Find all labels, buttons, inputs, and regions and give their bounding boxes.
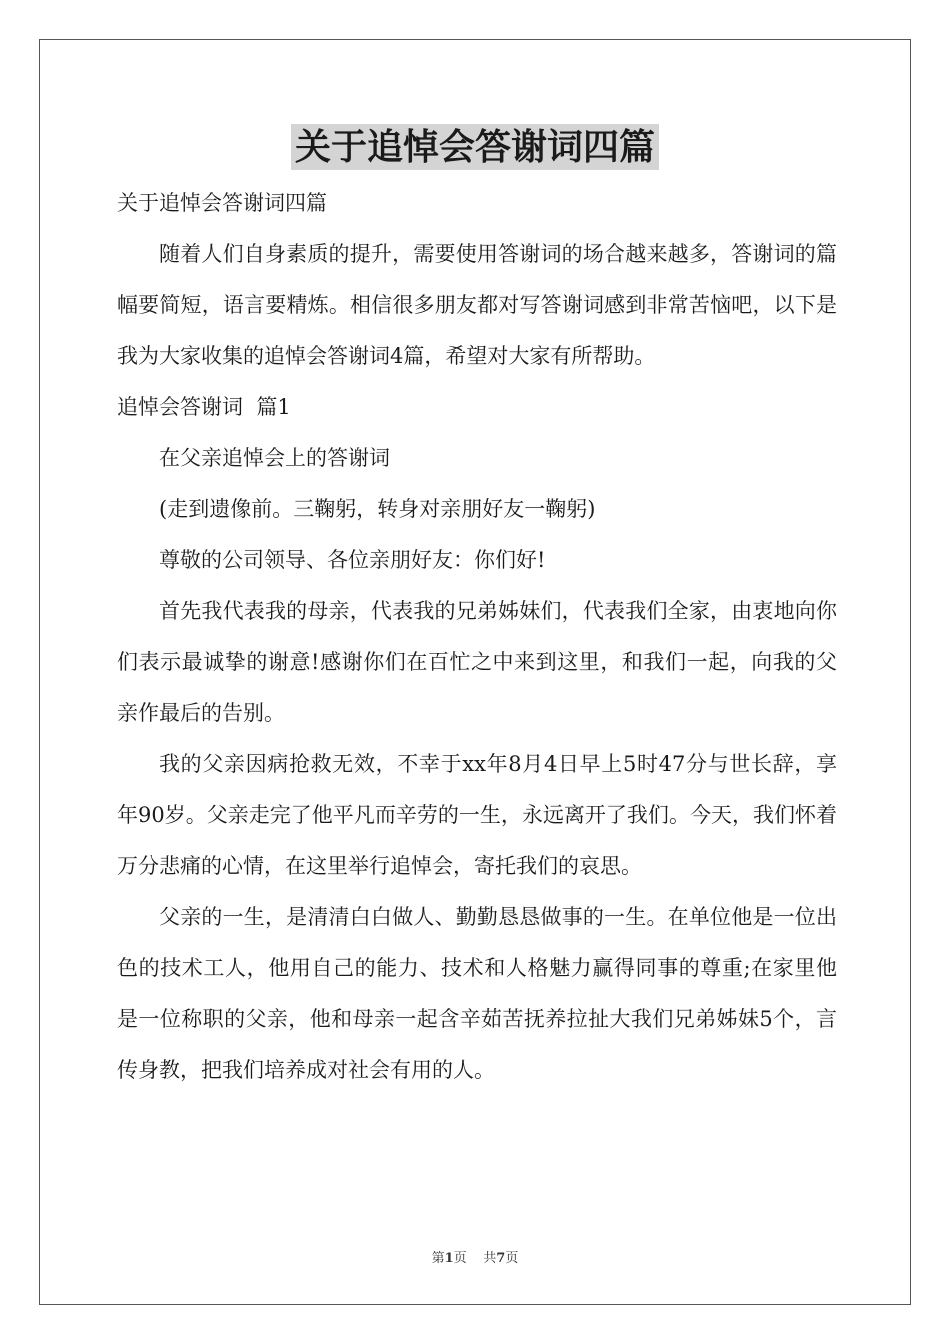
total-suffix: 页 bbox=[505, 1251, 519, 1266]
document-title: 关于追悼会答谢词四篇 bbox=[291, 124, 659, 170]
intro-paragraph: 随着人们自身素质的提升，需要使用答谢词的场合越来越多，答谢词的篇幅要简短，语言要精炼。相信很多朋友都对写答谢词感到非常苦恼吧，以下是我为大家收集的追悼会答谢词4篇，希望对大家有所帮助。 bbox=[117, 242, 837, 368]
total-prefix: 共 bbox=[483, 1251, 497, 1266]
document-subtitle: 关于追悼会答谢词四篇 bbox=[117, 191, 327, 215]
salutation: 尊敬的公司领导、各位亲朋好友：你们好! bbox=[159, 548, 546, 572]
page-footer bbox=[0, 1247, 950, 1266]
body-paragraph-3: 父亲的一生，是清清白白做人、勤勤恳恳做事的一生。在单位他是一位出色的技术工人，他用自己的能力、技术和人格魅力赢得同事的尊重;在家里他是一位称职的父亲，他和母亲一起含辛茹苦抚养拉扯大我们兄弟姊妹5个，言传身教，把我们培养成对社会有用的人。 bbox=[117, 905, 837, 1082]
stage-direction: (走到遗像前。三鞠躬，转身对亲朋好友一鞠躬) bbox=[159, 497, 596, 521]
body-paragraph-2: 我的父亲因病抢救无效，不幸于xx年8月4日早上5时47分与世长辞，享年90岁。父亲走完了他平凡而辛劳的一生，永远离开了我们。今天，我们怀着万分悲痛的心情，在这里举行追悼会，寄托我们的哀思。 bbox=[117, 752, 837, 878]
body-paragraph-1: 首先我代表我的母亲，代表我的兄弟姊妹们，代表我们全家，由衷地向你们表示最诚挚的谢意!感谢你们在百忙之中来到这里，和我们一起，向我的父亲作最后的告别。 bbox=[117, 599, 837, 725]
title-container bbox=[0, 124, 950, 170]
page-suffix: 页 bbox=[453, 1251, 467, 1266]
page-number: 1 bbox=[444, 1251, 454, 1266]
page-total: 7 bbox=[496, 1251, 506, 1266]
document-body bbox=[117, 178, 837, 1096]
section-heading: 追悼会答谢词 篇1 bbox=[117, 395, 291, 419]
page-prefix: 第 bbox=[431, 1251, 445, 1266]
speech-title: 在父亲追悼会上的答谢词 bbox=[159, 446, 390, 470]
